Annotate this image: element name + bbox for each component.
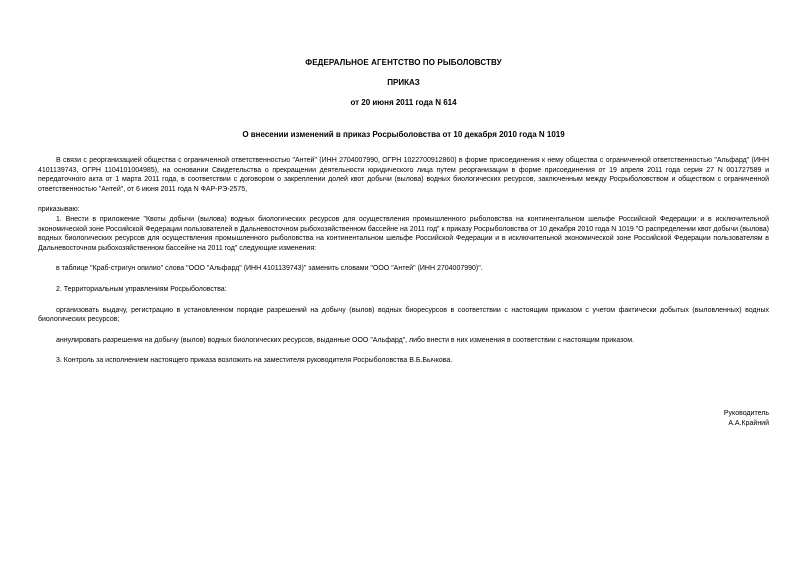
item-2-paragraph: 2. Территориальным управлениям Росрыболовства:: [56, 285, 227, 293]
order-word: приказываю:: [38, 206, 80, 214]
document-body: [38, 156, 769, 366]
item-3-paragraph: 3. Контроль за исполнением настоящего приказа возложить на заместителя руководителя Росрыболовства В.Б.Бычкова.: [56, 357, 453, 365]
document-date: от 20 июня 2011 года N 614: [350, 98, 457, 107]
item-1-paragraph: 1. Внести в приложение "Квоты добычи (вылова) водных биологических ресурсов для осуществления промышленного рыболовства на континентальном шельфе Российской Федерации и в исключительной экономической зоне Российской Федерации пользователей в Дальневосточном рыбохозяйственном бассейне на 2011 год" к приказу Росрыболовства от 10 декабря 2010 года N 1019 "О распределении квот добычи (вылова) водных биологических ресурсов для осуществления промышленного рыболовства на континентальном шельфе Российской Федерации и в исключительной экономической зоне Российской Федерации пользователям в Дальневосточном рыбохозяйственном бассейне на 2011 год" следующие изменения:: [38, 215, 769, 252]
item-2b-paragraph: аннулировать разрешения на добычу (вылов) водных биологических ресурсов, выданные ООО "Альфард", либо внести в них изменения в соответствии с настоящим приказом.: [56, 336, 634, 344]
document-type-heading: ПРИКАЗ: [387, 78, 420, 87]
document-subject: О внесении изменений в приказ Росрыболовства от 10 декабря 2010 года N 1019: [242, 130, 565, 139]
signature-block: [724, 409, 769, 429]
signature-name: А.А.Крайний: [728, 420, 769, 427]
preamble-paragraph: В связи с реорганизацией общества с ограниченной ответственностью "Антей" (ИНН 2704007990, ОГРН 1022700912860) в форме присоединения к нему общества с ограниченной ответственностью "Альфард" (ИНН 4101139743, ОГРН 1104101004985), на основании Свидетельства о прекращении деятельности юридического лица путем реорганизации в форме присоединения от 19 апреля 2011 года серия 27 N 001727589 и передаточного акта от 1 марта 2011 года, в соответствии с договором о закреплении долей квот добычи (вылова) водных биологических ресурсов, заключенным между Росрыболовством и обществом с ограниченной ответственностью "Антей", от 6 июня 2011 года N ФАР-РЭ-2575,: [38, 157, 769, 193]
agency-heading: ФЕДЕРАЛЬНОЕ АГЕНТСТВО ПО РЫБОЛОВСТВУ: [305, 58, 502, 67]
item-1-change-paragraph: в таблице "Краб-стригун опилио" слова "ООО "Альфард" (ИНН 4101139743)" заменить словами "ООО "Антей" (ИНН 2704007990)".: [56, 265, 483, 273]
signature-title: Руководитель: [723, 410, 769, 417]
item-2a-paragraph: организовать выдачу, регистрацию в установленном порядке разрешений на добычу (вылов) водных биоресурсов в соответствии с настоящим приказом с учетом фактически добытых (выловленных) водных биологических ресурсов;: [38, 306, 769, 324]
